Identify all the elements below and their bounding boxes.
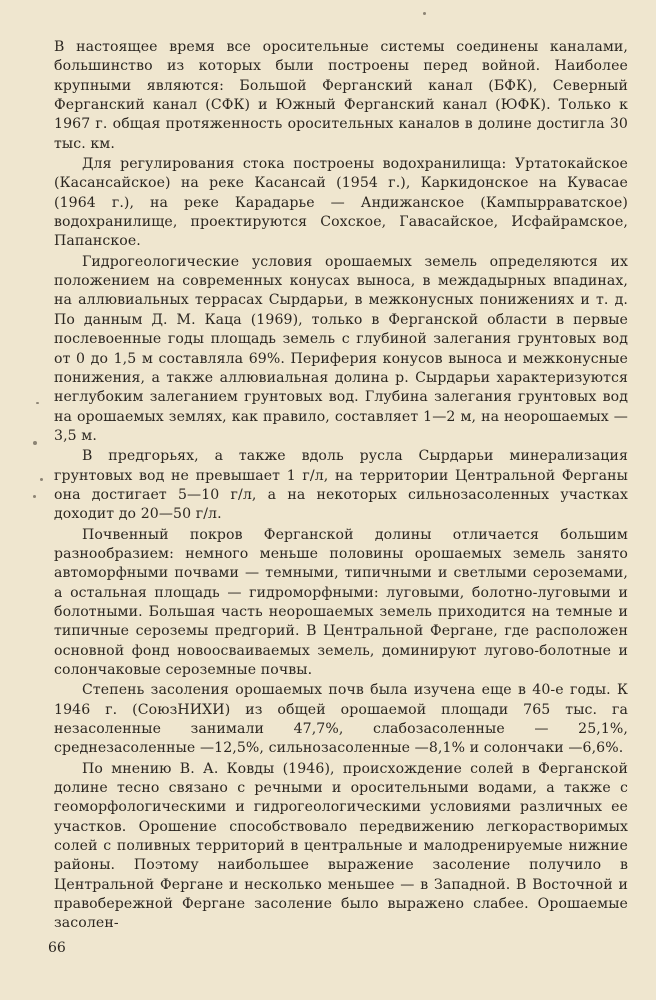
paragraph-mineralization: В предгорьях, а также вдоль русла Сырдарьи минерализация грунтовых вод не превышает 1 г/л, на территории Центральной Ферганы она достигает 5—10 г/л, а на некоторых сильнозасоленных участках доходит до 20—50 г/л. <box>54 448 628 523</box>
paragraph-soil-cover: Почвенный покров Ферганской долины отличается большим разнообразием: немного меньше половины орошаемых земель занято автоморфными почвами — темными, типичными и светлыми сероземами, а остальная площадь — гидроморфными: луговыми, болотно-луговыми и болотными. Большая часть неорошаемых земель приходится на темные и типичные сероземы предгорий. В Центральной Фергане, где расположен основной фонд новоосваиваемых земель, доминируют лугово-болотные и солончаковые сероземные почвы. <box>54 526 628 678</box>
paragraph-reservoirs: Для регулирования стока построены водохранилища: Уртатокайское (Касансайское) на реке Касансай (1954 г.), Каркидонское на Кувасае (1964 г.), на реке Карадарье — Андижанское (Кампырраватское) водохранилище, проектируются Сохское, Гавасайское, Исфайрамское, Папанское. <box>54 156 628 250</box>
paragraph-salinity-degree: Степень засоления орошаемых почв была изучена еще в 40-е годы. К 1946 г. (СоюзНИХИ) из общей орошаемой площади 765 тыс. га незасоленные занимали 47,7%, слабозасоленные — 25,1%, среднезасоленные —12,5%, сильнозасоленные —8,1% и солончаки —6,6%. <box>54 682 628 757</box>
paragraph-irrigation-canals: В настоящее время все оросительные системы соединены каналами, большинство из которых были построены перед войной. Наиболее крупными являются: Большой Ферганский канал (БФК), Северный Ферганский канал (СФК) и Южный Ферганский канал (ЮФК). Только к 1967 г. общая протяженность оросительных каналов в долине достигла 30 тыс. км. <box>54 39 628 152</box>
margin-speck <box>36 402 39 404</box>
page-text <box>54 38 628 935</box>
page-number: 66 <box>48 940 66 956</box>
paragraph-salt-origin: По мнению В. А. Ковды (1946), происхождение солей в Ферганской долине тесно связано с речными и оросительными водами, а также с геоморфологическими и гидрогеологическими условиями различных ее участков. Орошение способствовало передвижению легкорастворимых солей с поливных территорий в центральные и малодренируемые нижние районы. Поэтому наибольшее выражение засоление получило в Центральной Фергане и несколько меньшее — в Западной. В Восточной и правобережной Фергане засоление было выражено слабее. Орошаемые засолен- <box>54 760 628 932</box>
margin-speck <box>33 495 36 498</box>
margin-speck <box>40 478 43 481</box>
margin-speck <box>423 12 426 15</box>
margin-speck <box>33 441 37 445</box>
paragraph-hydrogeology: Гидрогеологические условия орошаемых земель определяются их положением на современных конусах выноса, в междадырных впадинах, на аллювиальных террасах Сырдарьи, в межконусных понижениях и т. д. По данным Д. М. Каца (1969), только в Ферганской области в первые послевоенные годы площадь земель с глубиной залегания грунтовых вод от 0 до 1,5 м составляла 69%. Периферия конусов выноса и межконусные понижения, а также аллювиальная долина р. Сырдарьи характеризуются неглубоким залеганием грунтовых вод. Глубина залегания грунтовых вод на орошаемых землях, как правило, составляет 1—2 м, на неорошаемых —3,5 м. <box>54 253 628 444</box>
